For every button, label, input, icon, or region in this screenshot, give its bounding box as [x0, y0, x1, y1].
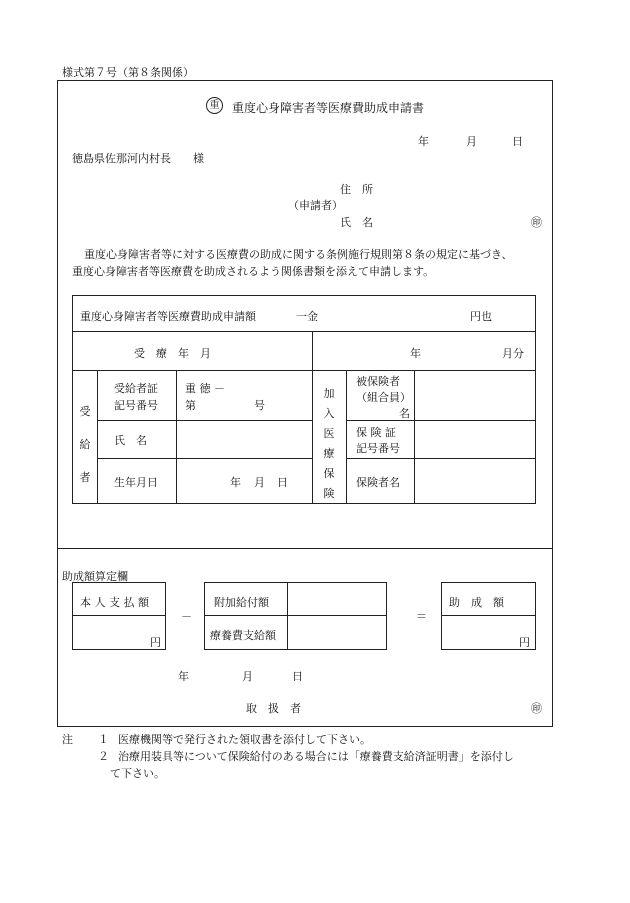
- birth-year: 年: [230, 476, 241, 489]
- treatment-period-label: 受 療 年 月: [134, 347, 211, 360]
- section-divider: [57, 548, 553, 549]
- cert-number-go: 号: [254, 399, 265, 412]
- calc-rule: [287, 582, 288, 650]
- calc-rule: [441, 615, 536, 616]
- body-text-line-1: 重度心身障害者等に対する医療費の助成に関する条例施行規則第８条の規定に基づき、: [84, 248, 513, 261]
- table-rule: [312, 331, 313, 504]
- cert-number-dai: 第: [185, 399, 196, 412]
- note-1-text: 医療機関等で発行された領収書を添付して下さい。: [118, 733, 371, 746]
- address-label: 住 所: [340, 183, 373, 196]
- equals-sign: ＝: [416, 610, 427, 623]
- calc-rule: [204, 615, 387, 616]
- note-2-text-line-1: 治療用装具等について保険給付のある場合には「療養費支給済証明書」を添付し: [118, 750, 514, 763]
- table-rule: [72, 370, 536, 371]
- insurance-section-label: 加入医療保険: [323, 387, 335, 500]
- insurance-cert-label-2: 記号番号: [356, 442, 400, 455]
- birth-month: 月: [254, 476, 265, 489]
- addressee: 徳島県佐那河内村長 様: [72, 152, 204, 165]
- subsidy-yen: 円: [519, 636, 530, 649]
- table-rule: [176, 370, 177, 504]
- insurance-cert-label-1: 保 険 証: [356, 426, 396, 439]
- handling-date-month: 月: [242, 670, 253, 683]
- insurer-name-label: 保険者名: [356, 476, 400, 489]
- form-number-label: 様式第７号（第８条関係）: [62, 66, 194, 79]
- application-date-year: 年: [418, 135, 429, 148]
- applicant-label: （申請者）: [288, 199, 343, 212]
- insured-label-1: 被保険者: [356, 375, 400, 388]
- insured-label-2: （組合員）: [356, 391, 411, 404]
- subsidy-label: 助 成 額: [449, 596, 504, 609]
- amount-prefix: 一金: [296, 310, 318, 323]
- birth-day: 日: [277, 476, 288, 489]
- table-rule: [346, 370, 347, 504]
- birthdate-label: 生年月日: [114, 476, 158, 489]
- table-rule: [414, 370, 415, 504]
- recipient-section-label: 受給者: [79, 405, 91, 484]
- insured-label-3: 名: [399, 407, 410, 420]
- note-1-number: １: [98, 733, 109, 746]
- self-pay-label: 本 人 支 払 額: [80, 596, 149, 609]
- calc-rule: [72, 615, 166, 616]
- self-pay-yen: 円: [150, 636, 161, 649]
- note-2-number: ２: [98, 750, 109, 763]
- medical-support-label: 療養費支給額: [210, 629, 276, 642]
- handling-date-day: 日: [292, 670, 303, 683]
- table-rule: [97, 370, 98, 504]
- minus-sign: －: [181, 610, 192, 623]
- application-date-day: 日: [512, 135, 523, 148]
- cert-number-prefix: 重 徳 －: [185, 382, 225, 395]
- form-title: 重度心身障害者等医療費助成申請書: [232, 101, 425, 115]
- handler-seal-icon: ㊞: [531, 702, 542, 715]
- table-rule: [72, 331, 536, 332]
- table-rule: [346, 420, 536, 421]
- cert-number-label-1: 受給者証: [114, 382, 158, 395]
- body-text-line-2: 重度心身障害者等医療費を助成されるよう関係書類を添えて申請します。: [72, 265, 435, 278]
- applicant-name-label: 氏 名: [340, 216, 373, 229]
- title-mark: 重: [206, 97, 223, 114]
- table-rule: [97, 420, 312, 421]
- amount-suffix: 円也: [470, 310, 492, 323]
- calc-section-label: 助成額算定欄: [62, 570, 128, 583]
- application-date-month: 月: [466, 135, 477, 148]
- cert-number-label-2: 記号番号: [114, 399, 158, 412]
- treatment-year: 年: [410, 347, 421, 360]
- handler-label: 取 扱 者: [246, 702, 301, 715]
- recipient-name-label: 氏 名: [114, 434, 147, 447]
- note-2-text-line-2: て下さい。: [110, 767, 165, 780]
- additional-benefit-label: 附加給付額: [214, 596, 269, 609]
- handling-date-year: 年: [178, 670, 189, 683]
- table-rule: [97, 458, 312, 459]
- table-rule: [346, 458, 536, 459]
- applicant-seal-icon: ㊞: [531, 216, 542, 229]
- notes-label: 注: [62, 733, 73, 746]
- treatment-month: 月分: [502, 347, 524, 360]
- amount-label: 重度心身障害者等医療費助成申請額: [80, 310, 256, 323]
